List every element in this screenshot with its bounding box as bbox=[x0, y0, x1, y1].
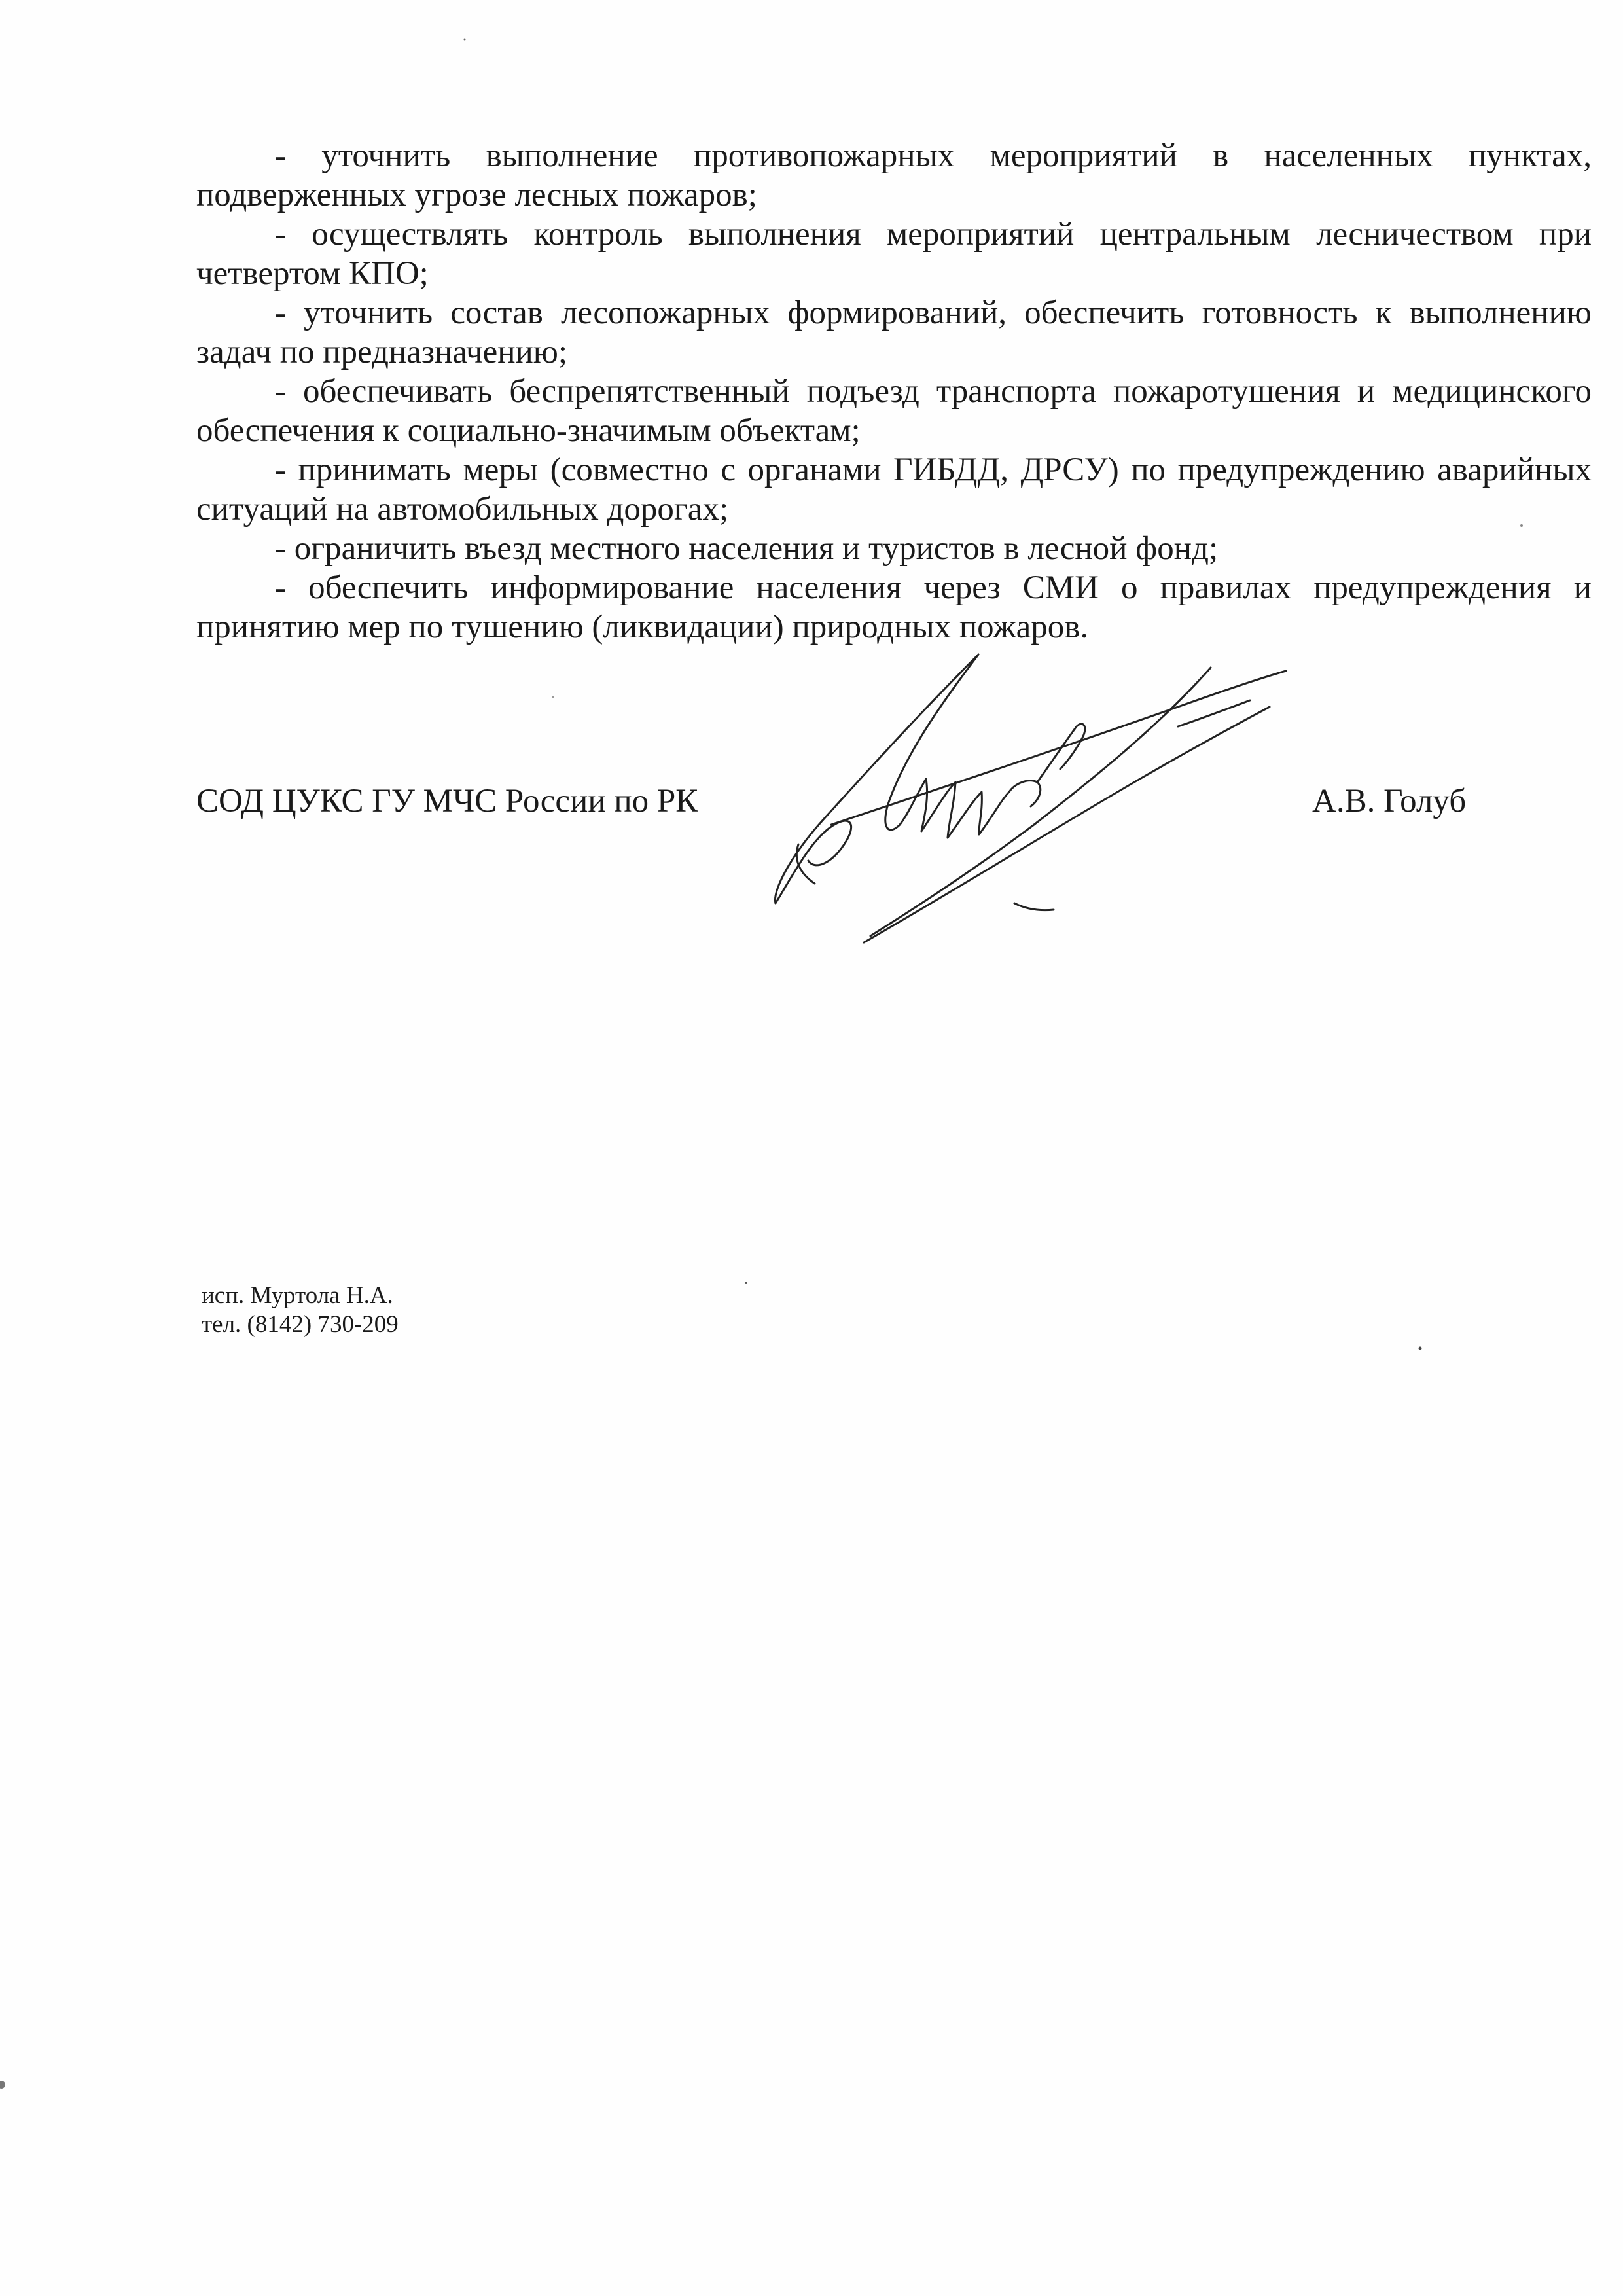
handwritten-signature bbox=[753, 628, 1296, 956]
instruction-item: - ограничить въезд местного населения и туристов в лесной фонд; bbox=[275, 530, 1219, 567]
executor-name: исп. Муртола Н.А. bbox=[202, 1282, 393, 1309]
instruction-item: - обеспечивать беспрепятственный подъезд транспорта пожаротушения и медицинского обеспечения к социально-значимым объектам; bbox=[196, 373, 1592, 449]
executor-phone: тел. (8142) 730-209 bbox=[202, 1311, 399, 1338]
instruction-item: - уточнить выполнение противопожарных мероприятий в населенных пунктах, подверженных угрозе лесных пожаров; bbox=[196, 137, 1592, 213]
instruction-item: - осуществлять контроль выполнения мероприятий центральным лесничеством при четвертом КПО; bbox=[196, 216, 1592, 292]
signatory-position: СОД ЦУКС ГУ МЧС России по РК bbox=[196, 783, 698, 819]
executor-info bbox=[202, 1282, 399, 1339]
instruction-item: - обеспечить информирование населения через СМИ о правилах предупреждения и принятию мер по тушению (ликвидации) природных пожаров. bbox=[196, 569, 1592, 645]
instruction-item: - уточнить состав лесопожарных формирований, обеспечить готовность к выполнению задач по предназначению; bbox=[196, 295, 1592, 370]
signatory-name: А.В. Голуб bbox=[1312, 783, 1467, 819]
instruction-item: - принимать меры (совместно с органами ГИБДД, ДРСУ) по предупреждению аварийных ситуаций на автомобильных дорогах; bbox=[196, 452, 1592, 528]
instructions-list bbox=[196, 136, 1592, 647]
